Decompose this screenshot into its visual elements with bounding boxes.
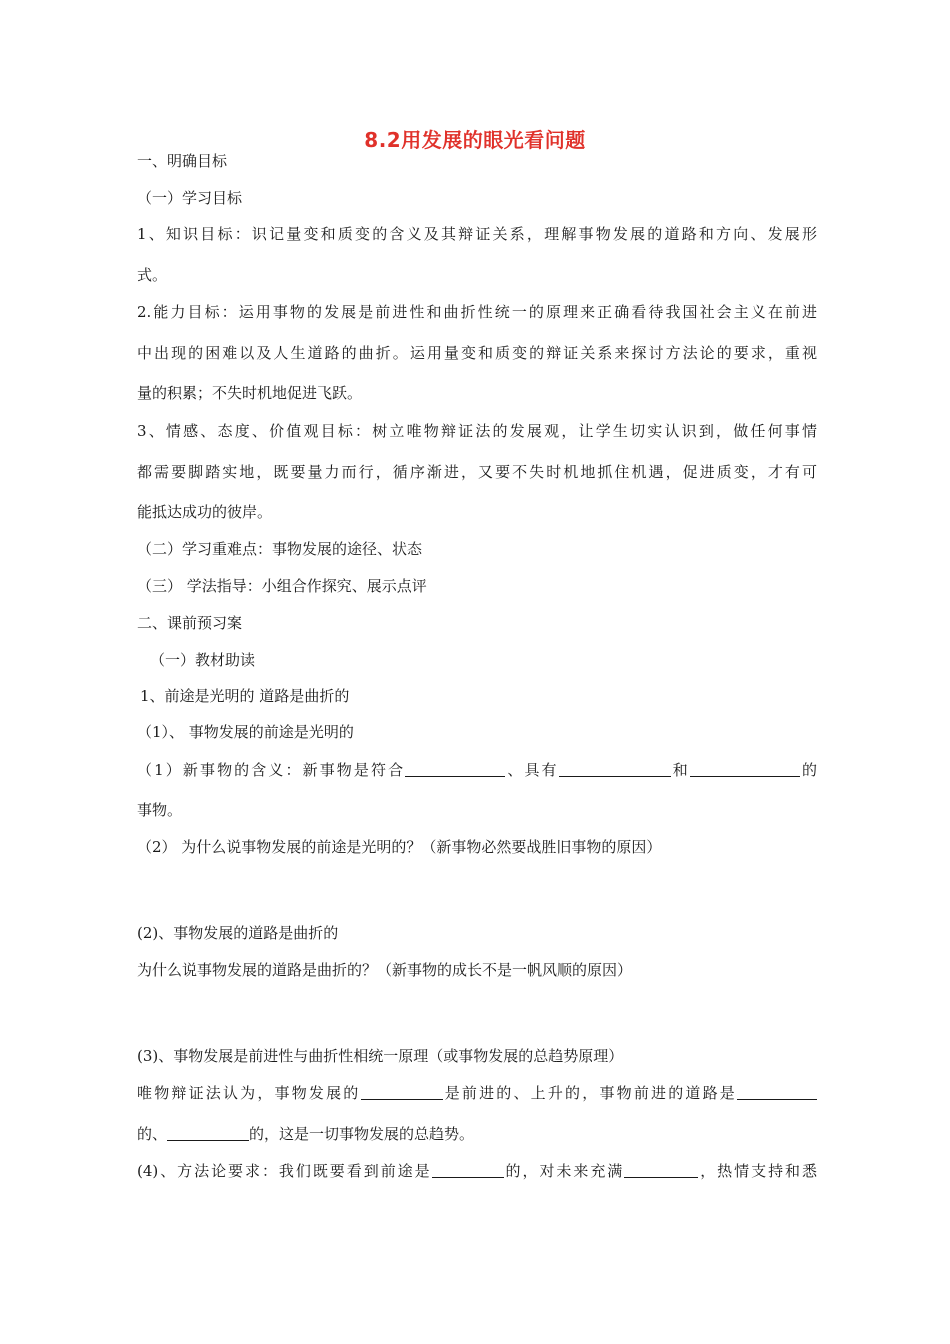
answer-blank[interactable]	[690, 762, 800, 777]
answer-blank[interactable]	[167, 1126, 249, 1141]
fill-in-question-line1	[137, 1161, 817, 1181]
goal-emotion-line1: 3、情感、态度、价值观目标：树立唯物辩证法的发展观，让学生切实认识到，做任何事情	[137, 422, 817, 440]
question-text: 、具有	[505, 761, 559, 779]
question-text: 的	[799, 761, 817, 779]
fill-in-question-line1	[137, 1083, 817, 1103]
answer-blank[interactable]	[432, 1163, 504, 1178]
question: 为什么说事物发展的道路是曲折的？（新事物的成长不是一帆风顺的原因）	[137, 961, 633, 979]
fill-in-question-line1	[137, 760, 817, 780]
answer-blank[interactable]	[361, 1085, 443, 1100]
answer-blank[interactable]	[737, 1085, 817, 1100]
item-subheading: （1）、 事物发展的前途是光明的	[137, 723, 354, 741]
item-subheading: (3)、事物发展是前进性与曲折性相统一原理（或事物发展的总趋势原理）	[137, 1047, 624, 1065]
goal-ability-line3: 量的积累；不失时机地促进飞跃。	[137, 384, 363, 402]
goal-knowledge-line2: 式。	[137, 266, 168, 284]
document-title: 8.2用发展的眼光看问题	[364, 128, 586, 152]
subsection-heading: （二）学习重难点：事物发展的途径、状态	[137, 540, 423, 558]
question: （2） 为什么说事物发展的前途是光明的？（新事物必然要战胜旧事物的原因）	[137, 838, 662, 856]
question-text: 的，这是一切事物发展的总趋势。	[249, 1125, 475, 1143]
goal-ability-line1: 2.能力目标：运用事物的发展是前进性和曲折性统一的原理来正确看待我国社会主义在前进	[137, 303, 817, 321]
question-text: 的、	[137, 1125, 168, 1143]
goal-emotion-line3: 能抵达成功的彼岸。	[137, 503, 273, 521]
goal-knowledge-line1: 1、知识目标：识记量变和质变的含义及其辩证关系，理解事物发展的道路和方向、发展形	[137, 225, 817, 243]
fill-in-question-line2	[137, 1124, 817, 1144]
answer-blank[interactable]	[624, 1163, 698, 1178]
subsection-heading: （一）教材助读	[150, 651, 256, 669]
question-text: (4)、方法论要求：我们既要看到前途是	[137, 1162, 432, 1180]
question-text: 唯物辩证法认为，事物发展的	[137, 1084, 361, 1102]
question-text: 和	[670, 761, 690, 779]
section-heading: 一、明确目标	[137, 152, 228, 170]
subsection-heading: （一）学习目标	[137, 189, 243, 207]
question-text: （1）新事物的含义：新事物是符合	[137, 761, 406, 779]
question-text: ，热情支持和悉	[698, 1162, 817, 1180]
fill-in-question-line2: 事物。	[137, 801, 183, 819]
answer-blank[interactable]	[559, 762, 671, 777]
item-subheading: (2)、事物发展的道路是曲折的	[137, 924, 339, 942]
question-text: 的，对未来充满	[503, 1162, 625, 1180]
goal-emotion-line2: 都需要脚踏实地，既要量力而行，循序渐进，又要不失时机地抓住机遇，促进质变，才有可	[137, 463, 817, 481]
answer-blank[interactable]	[405, 762, 505, 777]
section-heading: 二、课前预习案	[137, 614, 243, 632]
goal-ability-line2: 中出现的困难以及人生道路的曲折。运用量变和质变的辩证关系来探讨方法论的要求，重视	[137, 344, 817, 362]
subsection-heading: （三） 学法指导：小组合作探究、展示点评	[137, 577, 427, 595]
question-text: 是前进的、上升的，事物前进的道路是	[442, 1084, 737, 1102]
item-heading: 1、前途是光明的 道路是曲折的	[140, 687, 350, 705]
